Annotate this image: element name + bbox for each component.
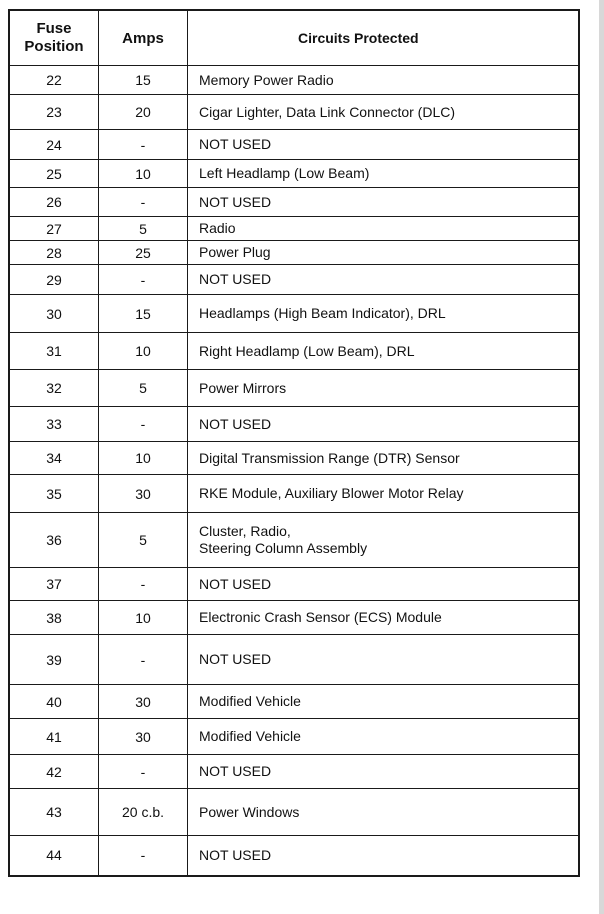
amps-cell: 30 — [99, 475, 188, 513]
amps-cell: 30 — [99, 719, 188, 755]
table-row — [9, 66, 579, 95]
table-row — [9, 568, 579, 601]
amps-cell: 25 — [99, 241, 188, 265]
circuits-cell: Digital Transmission Range (DTR) Sensor — [188, 442, 580, 475]
amps-cell: 20 — [99, 95, 188, 130]
fuse-position-cell: 27 — [9, 217, 99, 241]
circuits-cell: NOT USED — [188, 568, 580, 601]
amps-cell: - — [99, 836, 188, 876]
table-row — [9, 442, 579, 475]
circuits-cell: NOT USED — [188, 635, 580, 685]
circuits-cell: NOT USED — [188, 188, 580, 217]
table-row — [9, 295, 579, 333]
circuits-cell: Headlamps (High Beam Indicator), DRL — [188, 295, 580, 333]
circuits-cell: Power Windows — [188, 789, 580, 836]
fuse-position-cell: 42 — [9, 755, 99, 789]
fuse-position-cell: 22 — [9, 66, 99, 95]
table-row — [9, 333, 579, 370]
table-row — [9, 475, 579, 513]
amps-cell: 30 — [99, 685, 188, 719]
circuits-cell: Radio — [188, 217, 580, 241]
circuits-cell: Left Headlamp (Low Beam) — [188, 160, 580, 188]
amps-cell: 15 — [99, 66, 188, 95]
table-row — [9, 685, 579, 719]
header-fuse-label: Fuse — [36, 20, 72, 37]
circuits-cell: Modified Vehicle — [188, 685, 580, 719]
fuse-position-cell: 26 — [9, 188, 99, 217]
circuits-cell — [188, 513, 580, 568]
header-circuits-protected: Circuits Protected — [188, 10, 580, 66]
fuse-position-cell: 41 — [9, 719, 99, 755]
table-row — [9, 513, 579, 568]
circuits-cell: Cigar Lighter, Data Link Connector (DLC) — [188, 95, 580, 130]
fuse-position-cell: 40 — [9, 685, 99, 719]
fuse-position-cell: 39 — [9, 635, 99, 685]
header-amps: Amps — [99, 10, 188, 66]
circuits-cell: Memory Power Radio — [188, 66, 580, 95]
circuits-cell: Right Headlamp (Low Beam), DRL — [188, 333, 580, 370]
amps-cell: 10 — [99, 333, 188, 370]
table-row — [9, 160, 579, 188]
table-row — [9, 407, 579, 442]
amps-cell: 5 — [99, 513, 188, 568]
circuits-cell: NOT USED — [188, 130, 580, 160]
circuits-cell: NOT USED — [188, 265, 580, 295]
page-edge-shade — [599, 0, 604, 914]
table-row — [9, 789, 579, 836]
circuits-cell: NOT USED — [188, 407, 580, 442]
table-row — [9, 370, 579, 407]
table-row — [9, 188, 579, 217]
amps-cell: - — [99, 755, 188, 789]
amps-cell: - — [99, 407, 188, 442]
table-row — [9, 241, 579, 265]
fuse-position-cell: 30 — [9, 295, 99, 333]
fuse-position-cell: 38 — [9, 601, 99, 635]
fuse-position-cell: 44 — [9, 836, 99, 876]
table-row — [9, 635, 579, 685]
circuits-line: Cluster, Radio, — [199, 523, 291, 539]
fuse-table — [8, 9, 580, 877]
amps-cell: 10 — [99, 601, 188, 635]
fuse-position-cell: 29 — [9, 265, 99, 295]
circuits-line: Steering Column Assembly — [199, 540, 368, 556]
fuse-position-cell: 31 — [9, 333, 99, 370]
amps-cell: - — [99, 130, 188, 160]
circuits-cell: NOT USED — [188, 755, 580, 789]
fuse-position-cell: 28 — [9, 241, 99, 265]
fuse-position-cell: 25 — [9, 160, 99, 188]
circuits-cell: RKE Module, Auxiliary Blower Motor Relay — [188, 475, 580, 513]
amps-cell: 5 — [99, 370, 188, 407]
amps-cell: - — [99, 635, 188, 685]
table-row — [9, 265, 579, 295]
circuits-cell: Modified Vehicle — [188, 719, 580, 755]
circuits-cell: NOT USED — [188, 836, 580, 876]
amps-cell: 15 — [99, 295, 188, 333]
amps-cell: 5 — [99, 217, 188, 241]
fuse-position-cell: 34 — [9, 442, 99, 475]
header-fuse-position — [9, 10, 99, 66]
amps-cell: - — [99, 568, 188, 601]
table-row — [9, 95, 579, 130]
fuse-position-cell: 24 — [9, 130, 99, 160]
amps-cell: - — [99, 188, 188, 217]
fuse-position-cell: 36 — [9, 513, 99, 568]
header-row — [9, 10, 579, 66]
amps-cell: 20 c.b. — [99, 789, 188, 836]
table-row — [9, 755, 579, 789]
circuits-cell: Power Plug — [188, 241, 580, 265]
fuse-position-cell: 23 — [9, 95, 99, 130]
table-row — [9, 130, 579, 160]
table-row — [9, 601, 579, 635]
amps-cell: 10 — [99, 160, 188, 188]
header-position-label: Position — [24, 38, 84, 55]
fuse-position-cell: 35 — [9, 475, 99, 513]
circuits-cell: Power Mirrors — [188, 370, 580, 407]
fuse-position-cell: 37 — [9, 568, 99, 601]
table-row — [9, 217, 579, 241]
fuse-position-cell: 43 — [9, 789, 99, 836]
table-row — [9, 836, 579, 876]
amps-cell: 10 — [99, 442, 188, 475]
fuse-position-cell: 33 — [9, 407, 99, 442]
circuits-cell: Electronic Crash Sensor (ECS) Module — [188, 601, 580, 635]
table-body — [9, 66, 579, 876]
table-row — [9, 719, 579, 755]
amps-cell: - — [99, 265, 188, 295]
fuse-position-cell: 32 — [9, 370, 99, 407]
